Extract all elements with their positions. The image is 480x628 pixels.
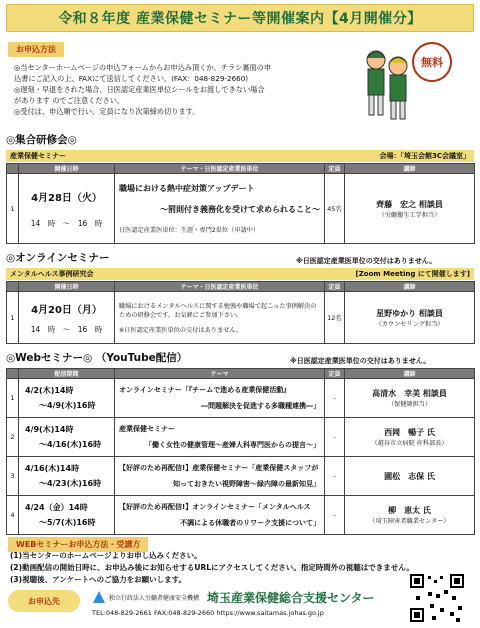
table-row	[7, 418, 475, 457]
col-header-capacity: 定員	[325, 164, 345, 174]
col-header-lecturer: 講師	[345, 282, 475, 292]
row-number: 3	[7, 457, 19, 496]
free-badge: 無料	[412, 42, 452, 82]
group-table	[6, 163, 475, 244]
col-header-lecturer: 講師	[345, 164, 475, 174]
step-line: (3)視聴後、アンケートへのご協力をお願いします。	[10, 575, 187, 584]
notice-line: 込書にご記入の上、FAXにて送信してください。(FAX：048-829-2660)	[14, 74, 249, 83]
lecturer-name: 園松 志保 氏	[384, 471, 435, 481]
theme-line: 【好評のため再配信!】オンラインセミナー「メンタルヘルス	[119, 503, 311, 511]
apply-notice	[14, 62, 354, 117]
web-section-heading: ◎Webセミナー◎ （YouTube配信）	[6, 352, 188, 364]
lecturer-affiliation: （労働衛生工学担当）	[378, 211, 441, 219]
table-row	[7, 174, 475, 244]
period-start: 4/24（金）14時	[25, 503, 88, 512]
theme-cell	[115, 174, 325, 244]
theme-subtitle: ～罰則付き義務化を受けて求められること～	[160, 205, 320, 214]
lecturer-affiliation: （埼玉障害者職業センター）	[369, 518, 450, 525]
theme-cell	[115, 379, 325, 418]
row-number: 2	[7, 418, 19, 457]
row-number: 1	[7, 379, 19, 418]
col-header-date: 開催日時	[19, 164, 115, 174]
group-bar-title: 産業保健セミナー	[10, 152, 66, 160]
period-start: 4/2(木)14時	[25, 386, 74, 395]
organization-contact: TEL:048-829-2661 FAX:048-829-2660 https://www.saitamas.johas.go.jp	[92, 609, 324, 617]
theme-cell	[115, 418, 325, 457]
period-end: ～5/7(木)16時	[39, 518, 96, 527]
table-row	[7, 457, 475, 496]
notice-line: ◎当センターホームページの申込フォームからお申込み頂くか、チラシ裏面の申	[14, 63, 272, 72]
lecturer-cell	[345, 418, 475, 457]
group-bar	[6, 150, 474, 162]
lecturer-affiliation: （保健師担当）	[387, 401, 432, 408]
lecturer-affiliation: （カウンセリング担当）	[375, 320, 444, 328]
lecturer-affiliation: （越谷市立病院 産科部長）	[371, 440, 448, 447]
period-cell	[19, 457, 115, 496]
online-platform: [Zoom Meeting にて開催します]	[355, 270, 470, 278]
theme-cell	[115, 292, 325, 344]
row-number: 4	[7, 496, 19, 535]
organization-name: 埼玉産業保健総合支援センター	[207, 591, 375, 605]
theme-line: ―問題解決を促進する多職種連携―」	[201, 402, 320, 410]
credit-info: 日医認定産業医単位：生涯・専門2単位（申請中）	[119, 227, 260, 234]
theme-line: 職場におけるメンタルヘルスに関する勉強や職場で起こった事例解決の	[119, 303, 317, 310]
online-section-heading: ◎オンラインセミナー	[6, 252, 110, 264]
period-end: ～4/23(木)16時	[39, 479, 102, 488]
theme-cell	[115, 457, 325, 496]
period-end: ～4/16(木)16時	[39, 440, 102, 449]
online-table	[6, 281, 475, 344]
period-start: 4/9(木)14時	[25, 425, 74, 434]
capacity: -	[325, 496, 345, 535]
group-venue: 会場：「埼玉会館3C会議室」	[379, 152, 470, 160]
organization-logo-icon	[92, 590, 106, 606]
page-title: 令和８年度 産業保健セミナー等開催案内【4月開催分】	[6, 4, 474, 32]
table-row	[7, 379, 475, 418]
col-header-capacity: 定員	[325, 369, 345, 379]
theme-line: ための研修会です。お気軽にご参加下さい。	[119, 312, 243, 319]
lecturer-cell	[345, 292, 475, 344]
period-start: 4/16(木)14時	[25, 464, 80, 473]
online-bar	[6, 268, 474, 280]
table-row	[7, 496, 475, 535]
lecturer-cell	[345, 457, 475, 496]
capacity: 45名	[325, 174, 345, 244]
theme-note: ※日医認定産業医単位の交付はありません。	[119, 327, 243, 334]
theme-title: 職場における熱中症対策アップデート	[119, 184, 255, 193]
theme-line: 不調による休職者のリワーク支援について」	[180, 519, 320, 527]
apply-method-label: お申込方法	[8, 42, 64, 57]
online-bar-title: メンタルヘルス事例研究会	[10, 270, 94, 278]
lecturer-name: 齊藤 宏之 相談員	[376, 199, 443, 209]
table-row	[7, 292, 475, 344]
period-cell	[19, 418, 115, 457]
capacity: 12名	[325, 292, 345, 344]
theme-line: 「働く女性の健康管理～産婦人科専門医からの提言～」	[145, 441, 320, 449]
capacity: -	[325, 379, 345, 418]
theme-cell	[115, 496, 325, 535]
col-header-capacity: 定員	[325, 282, 345, 292]
web-table	[6, 368, 475, 535]
lecturer-cell	[345, 379, 475, 418]
notice-line: があります のでご注意ください。	[14, 96, 125, 105]
capacity: -	[325, 418, 345, 457]
notice-line: ◎受付は、申込順で行い、定員になり次第締め切ります。	[14, 107, 200, 116]
mascot-illustration	[360, 46, 412, 124]
event-date: 4月20日（月）	[31, 304, 102, 316]
web-apply-label: WEBセミナーお申込方法・受講方	[8, 537, 148, 552]
event-date: 4月28日（火）	[31, 192, 102, 204]
date-cell	[19, 174, 115, 244]
col-header-theme: テーマ・日医認定産業医単位	[115, 164, 325, 174]
lecturer-cell	[345, 174, 475, 244]
lecturer-cell	[345, 496, 475, 535]
apply-to-label: お申込先	[8, 590, 80, 612]
row-number: 1	[7, 292, 19, 344]
period-cell	[19, 379, 115, 418]
event-time: 14 時 ～ 16 時	[30, 324, 103, 334]
web-apply-steps	[10, 550, 414, 586]
col-header-date: 開催日時	[19, 282, 115, 292]
lecturer-name: 西岡 暢子 氏	[384, 428, 435, 437]
online-credit-note: ※日医認定産業医単位の交付はありません。	[296, 257, 437, 265]
row-number: 1	[7, 174, 19, 244]
capacity: -	[325, 457, 345, 496]
col-header-period: 配信期間	[19, 369, 115, 379]
group-section-heading: ◎集合研修会◎	[6, 134, 77, 146]
period-end: ～4/9(木)16時	[39, 401, 96, 410]
qr-code-icon[interactable]	[408, 572, 466, 624]
theme-line: 知っておきたい視野障害～緑内障の最新知見」	[173, 480, 320, 488]
theme-line: 産業保健セミナー	[119, 425, 175, 433]
date-cell	[19, 292, 115, 344]
web-credit-note: ※日医認定産業医単位の交付はありません。	[290, 357, 431, 365]
col-header-theme: テーマ・日医認定産業医単位	[115, 282, 325, 292]
lecturer-name: 柳 恵太 氏	[388, 506, 431, 515]
organization-info	[92, 589, 402, 617]
theme-line: 【好評のため再配信!】産業保健セミナー「産業保健スタッフが	[119, 464, 319, 472]
theme-line: オンラインセミナー「『チームで進める産業保健活動』	[119, 386, 291, 394]
notice-line: ◎遅刻・早退をされた場合、日医認定産業医単位シールをお渡しできない場合	[14, 85, 265, 94]
col-header-theme: テーマ	[115, 369, 325, 379]
event-time: 14 時 ～ 16 時	[30, 218, 103, 228]
step-line: (2)動画配信の開始日時に、お申込み後にお知らせするURLにアクセスしてください。指定時間外の視聴はできません。	[10, 563, 414, 572]
period-cell	[19, 496, 115, 535]
lecturer-name: 星野ゆかり 相談員	[376, 308, 443, 318]
step-line: (1)当センターのホームページよりお申し込みください。	[10, 551, 202, 560]
col-header-lecturer: 講師	[345, 369, 475, 379]
lecturer-name: 高清水 幸美 相談員	[372, 389, 447, 398]
organization-parent: 独立行政法人労働者健康安全機構	[109, 595, 200, 602]
